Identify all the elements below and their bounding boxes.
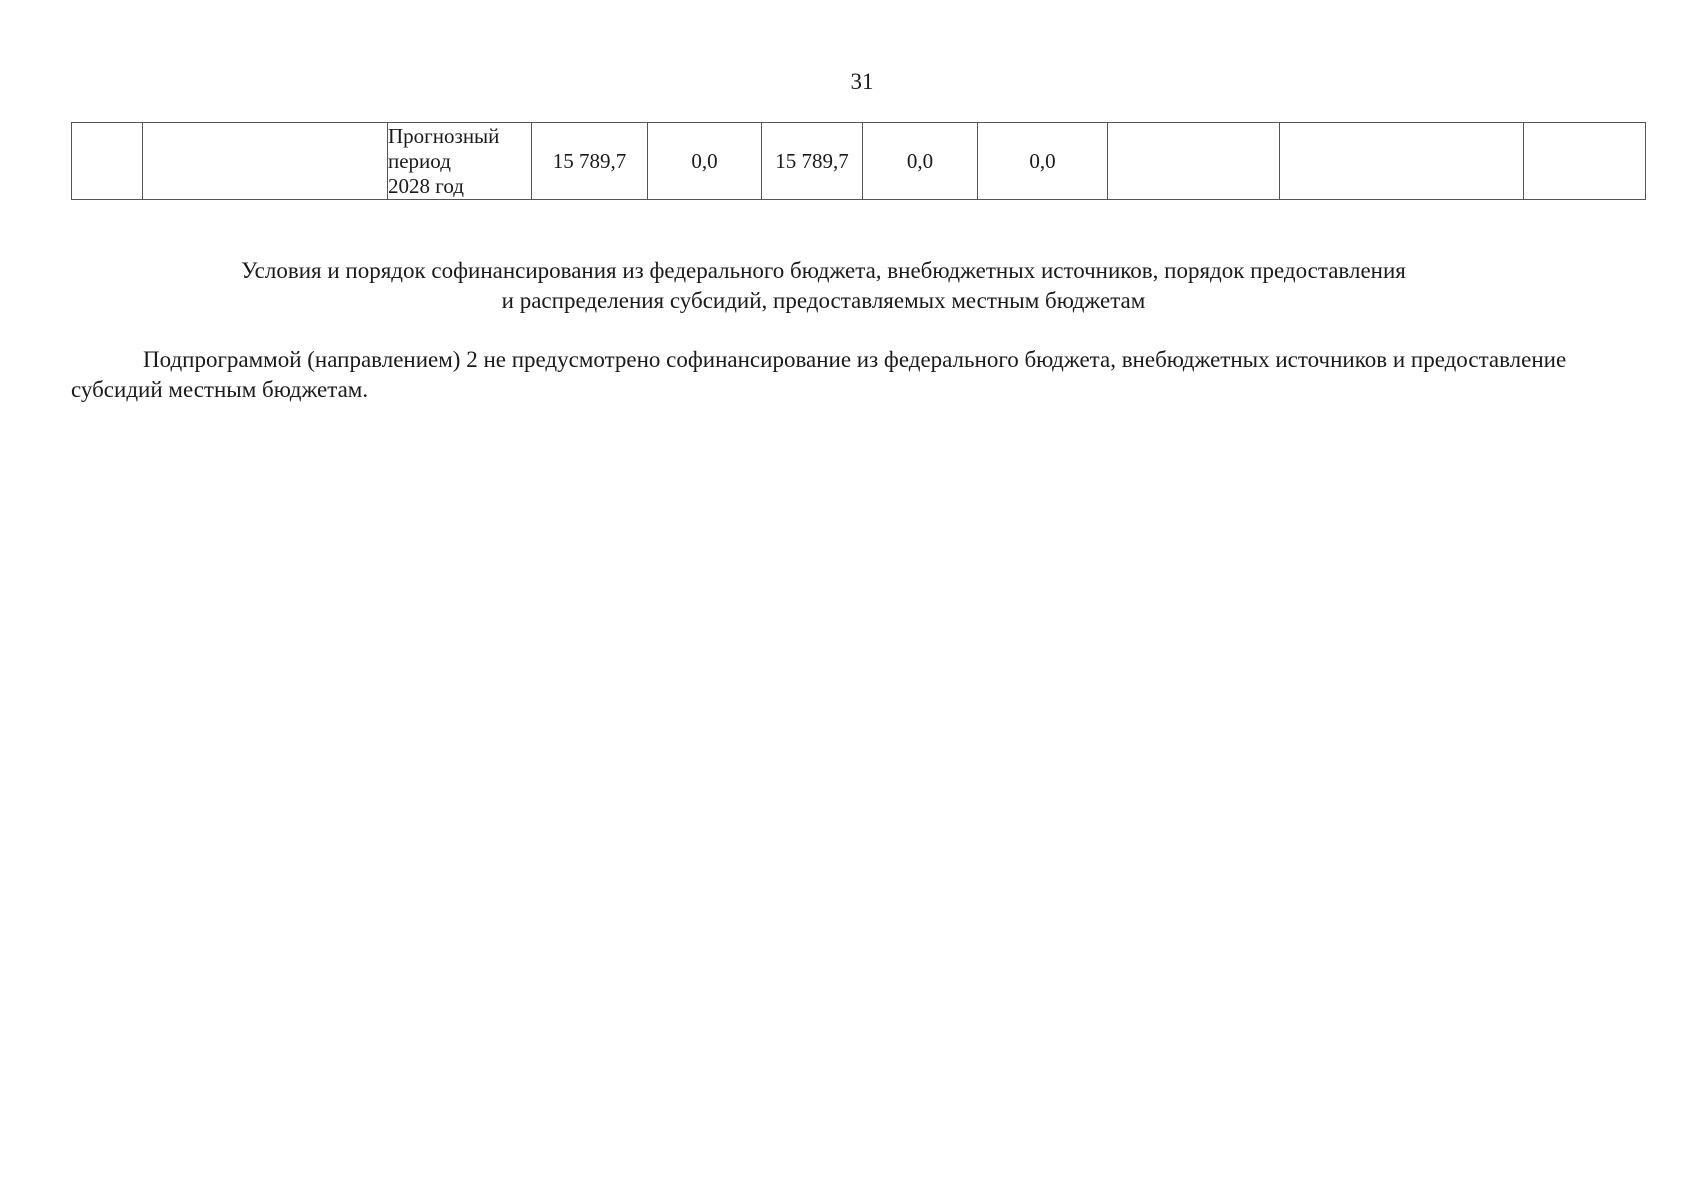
table-cell-value: 0,0 xyxy=(978,123,1108,200)
table-cell-value: 0,0 xyxy=(648,123,762,200)
table-cell-total: 15 789,7 xyxy=(532,123,648,200)
table-cell-empty xyxy=(1108,123,1280,200)
section-title-line: и распределения субсидий, предоставляемых местным бюджетам xyxy=(501,288,1146,313)
table-cell-empty xyxy=(1280,123,1524,200)
budget-table xyxy=(71,122,1646,200)
table-cell-value: 15 789,7 xyxy=(762,123,863,200)
page-number: 31 xyxy=(850,69,874,94)
section-title-line: Условия и порядок софинансирования из федерального бюджета, внебюджетных источников, порядок предоставления xyxy=(241,258,1406,283)
table-cell-number xyxy=(72,123,143,200)
section-title xyxy=(71,256,1576,316)
period-line: Прогнозный xyxy=(388,123,500,148)
table-cell-empty xyxy=(1524,123,1646,200)
period-line: 2028 год xyxy=(388,173,464,198)
table-cell-name xyxy=(143,123,388,200)
table-row xyxy=(72,123,1646,200)
table-cell-value: 0,0 xyxy=(863,123,978,200)
period-line: период xyxy=(388,148,451,173)
body-paragraph: Подпрограммой (направлением) 2 не предусмотрено софинансирование из федерального бюджета, внебюджетных источников и предоставление субсидий местным бюджетам. xyxy=(71,347,1567,402)
table-cell-period xyxy=(388,123,532,200)
